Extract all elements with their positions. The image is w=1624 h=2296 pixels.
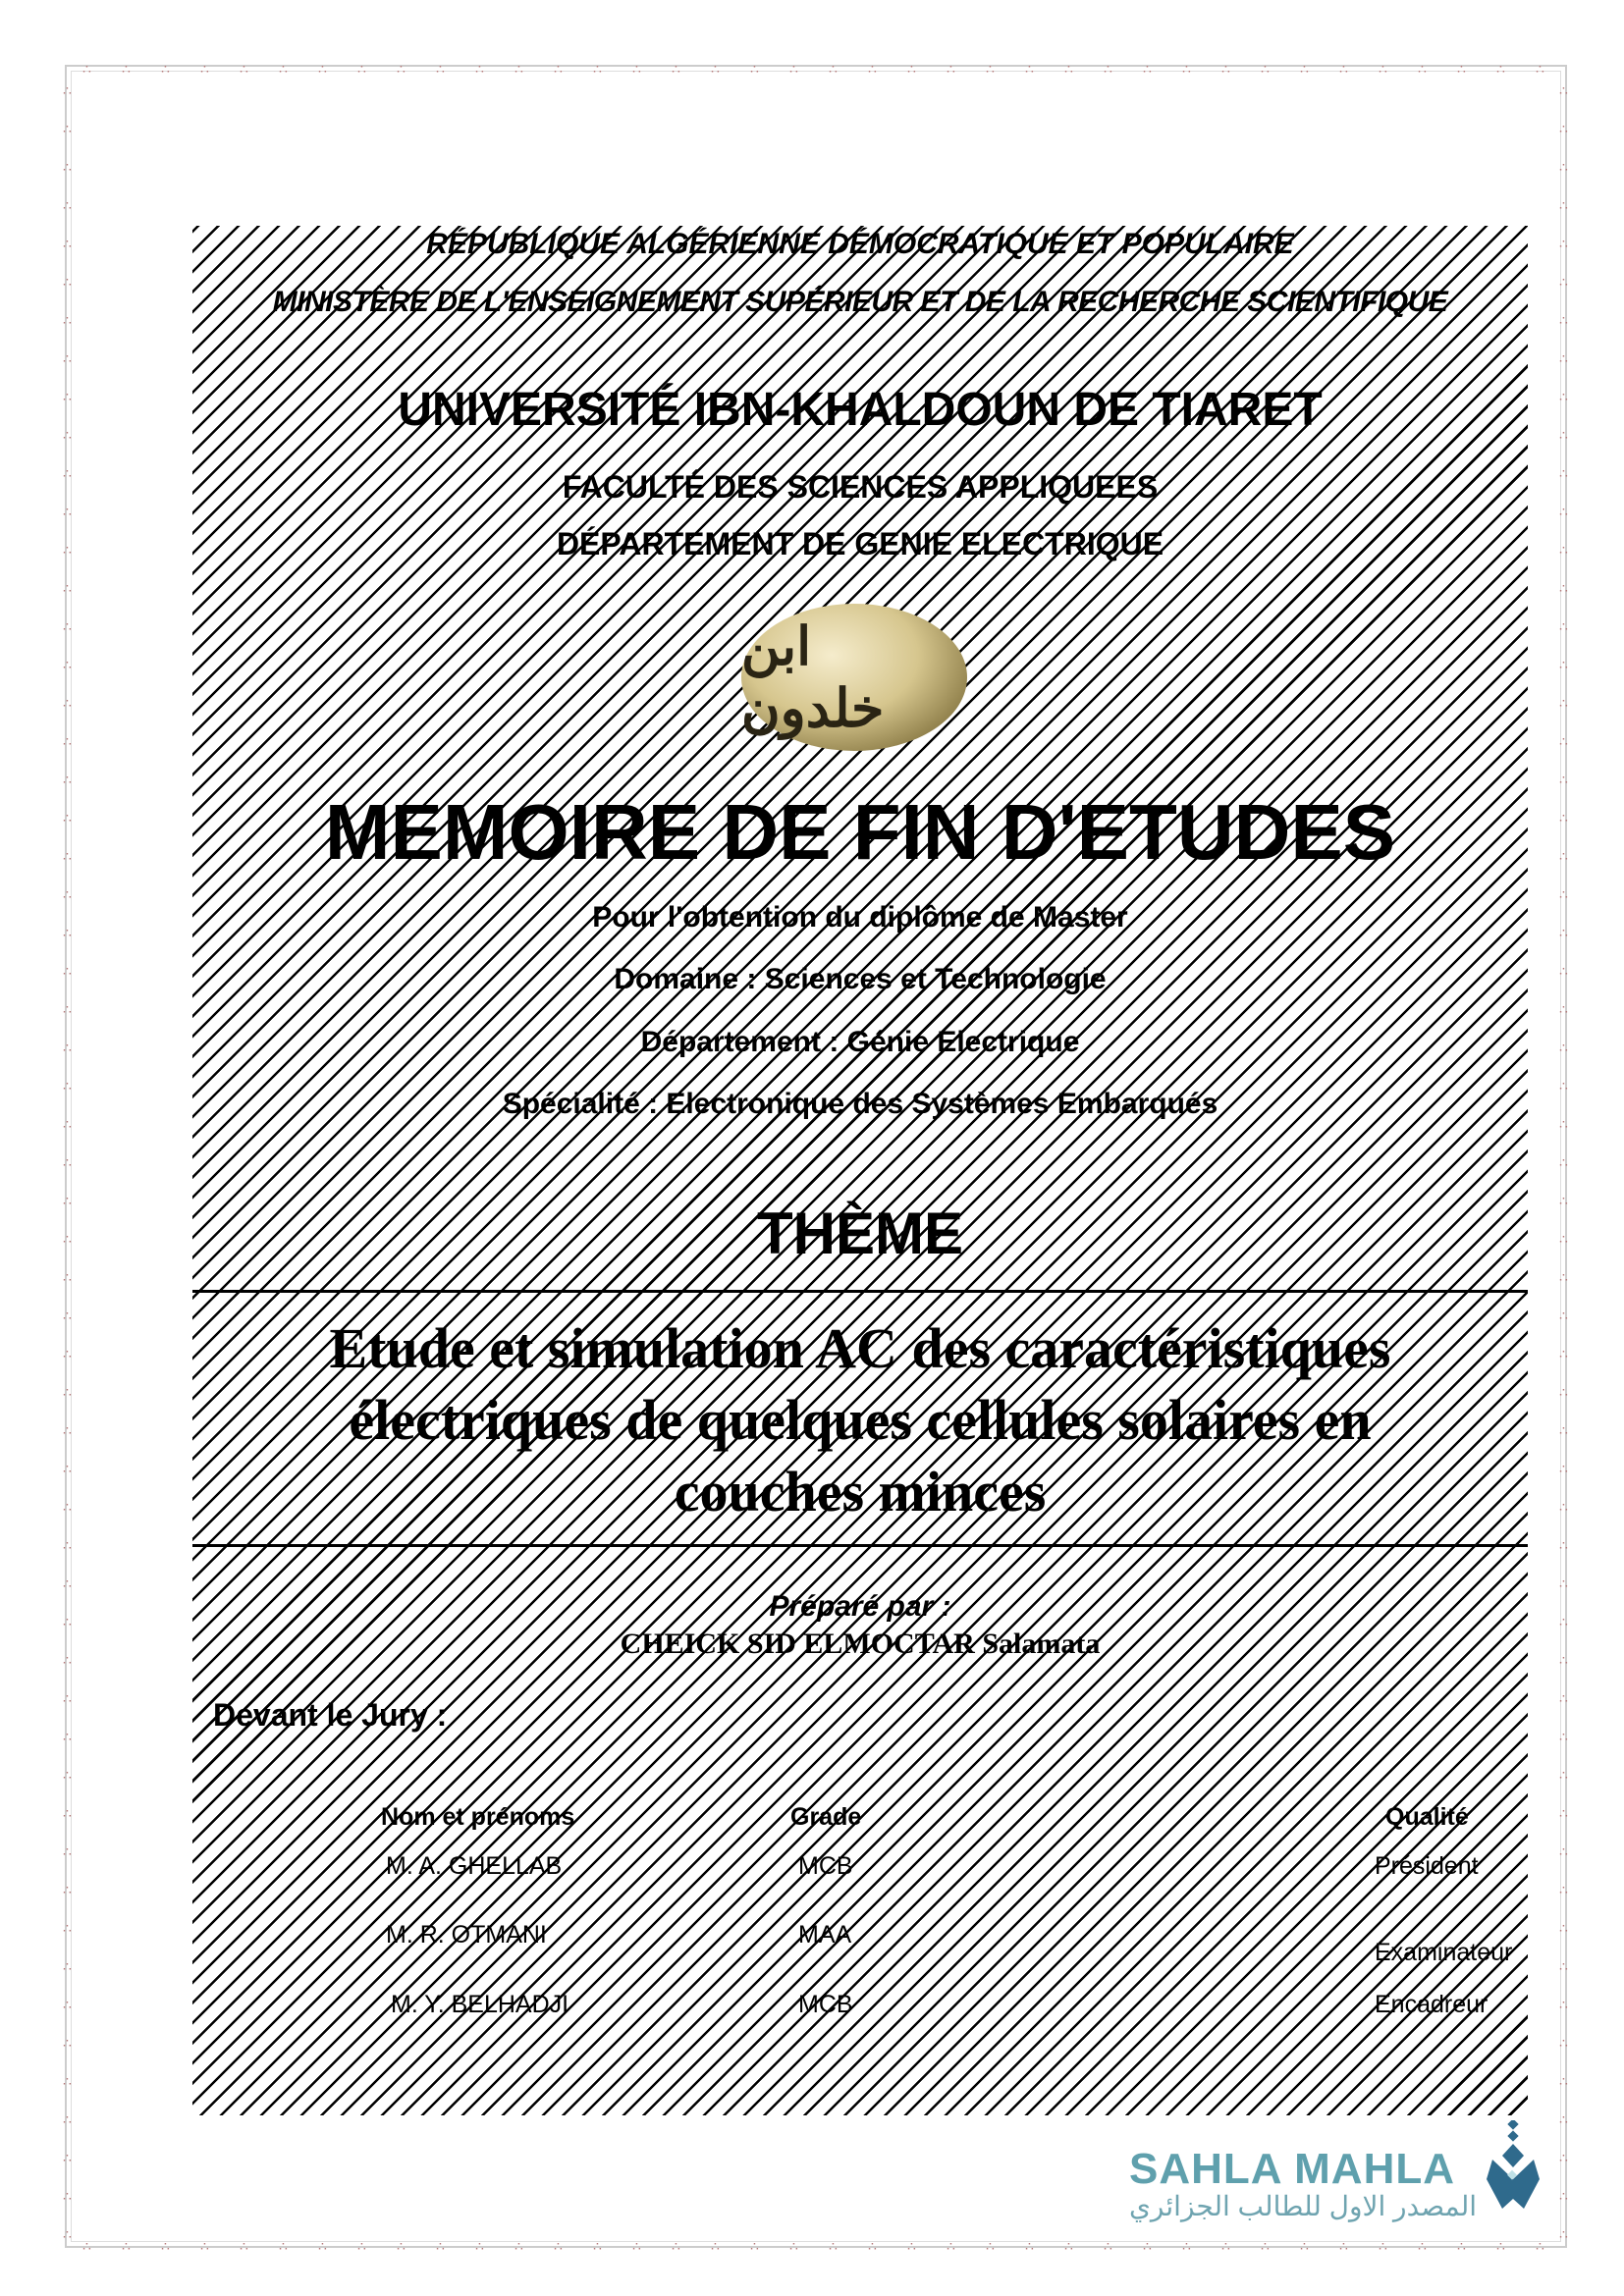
ornament: ∴ bbox=[357, 2238, 366, 2254]
ornament: ∴ bbox=[1559, 772, 1568, 787]
ornament: ∴ bbox=[632, 2238, 641, 2254]
ornament: ∴ bbox=[397, 61, 406, 77]
ornament: ∴ bbox=[1559, 82, 1568, 98]
ornament: ∴ bbox=[63, 1997, 72, 2012]
ornament: ∴ bbox=[240, 2238, 248, 2254]
ornament: ∴ bbox=[1559, 236, 1568, 251]
ornament: ∴ bbox=[161, 2238, 170, 2254]
ornament: ∴ bbox=[1559, 1116, 1568, 1132]
ornament: ∴ bbox=[1559, 1461, 1568, 1476]
ornament: ∴ bbox=[63, 1154, 72, 1170]
ornament: ∴ bbox=[1457, 61, 1466, 77]
watermark-name: SAHLA MAHLA bbox=[1129, 2145, 1455, 2193]
ornament: ∴ bbox=[789, 61, 798, 77]
ornament: ∴ bbox=[1559, 810, 1568, 826]
jury-name: M. Y. BELHADJI bbox=[391, 1991, 569, 2018]
ornament: ∴ bbox=[63, 312, 72, 328]
ornament: ∴ bbox=[1300, 61, 1309, 77]
ornament: ∴ bbox=[1221, 2238, 1230, 2254]
ornament: ∴ bbox=[475, 2238, 484, 2254]
ornament: ∴ bbox=[1559, 1652, 1568, 1668]
ornament: ∴ bbox=[1559, 1193, 1568, 1208]
theme-label: THÈME bbox=[757, 1201, 963, 1266]
ornament: ∴ bbox=[279, 61, 288, 77]
ornament: ∴ bbox=[1457, 2238, 1466, 2254]
ornament: ∴ bbox=[475, 61, 484, 77]
ornament: ∴ bbox=[397, 2238, 406, 2254]
ornament: ∴ bbox=[1559, 1997, 1568, 2012]
ornament: ∴ bbox=[63, 274, 72, 290]
ornament: ∴ bbox=[1064, 61, 1073, 77]
ornament: ∴ bbox=[63, 465, 72, 481]
ornament: ∴ bbox=[63, 1575, 72, 1591]
author-name: CHEICK SID ELMOCTAR Salamata bbox=[620, 1628, 1101, 1660]
ornament: ∴ bbox=[1496, 61, 1505, 77]
ornament: ∴ bbox=[632, 61, 641, 77]
ornament: ∴ bbox=[1559, 1384, 1568, 1400]
ornament: ∴ bbox=[63, 1346, 72, 1362]
jury-name: M. A. GHELLAB bbox=[386, 1852, 563, 1880]
ornament: ∴ bbox=[63, 350, 72, 366]
ornament: ∴ bbox=[1559, 1690, 1568, 1706]
ornament: ∴ bbox=[63, 542, 72, 558]
ornament: ∴ bbox=[1559, 1231, 1568, 1247]
ornament: ∴ bbox=[1143, 2238, 1152, 2254]
ornament: ∴ bbox=[1104, 2238, 1112, 2254]
ornament: ∴ bbox=[63, 159, 72, 175]
logo-calligraphy: ابن خلدون bbox=[741, 617, 885, 738]
ornament: ∴ bbox=[1025, 2238, 1034, 2254]
ornament: ∴ bbox=[63, 197, 72, 213]
ornament: ∴ bbox=[63, 848, 72, 864]
ornament: ∴ bbox=[63, 1537, 72, 1553]
ornament: ∴ bbox=[1559, 1154, 1568, 1170]
ornament: ∴ bbox=[947, 61, 955, 77]
ornament: ∴ bbox=[1559, 1920, 1568, 1936]
jury-label: Devant le Jury : bbox=[213, 1697, 448, 1733]
ornament: ∴ bbox=[82, 61, 91, 77]
ornament: ∴ bbox=[1559, 2226, 1568, 2242]
ornament: ∴ bbox=[63, 1767, 72, 1783]
ornament: ∴ bbox=[63, 1958, 72, 1974]
ornament: ∴ bbox=[1559, 848, 1568, 864]
ornament: ∴ bbox=[1339, 2238, 1348, 2254]
ornament: ∴ bbox=[986, 61, 995, 77]
ornament: ∴ bbox=[240, 61, 248, 77]
ornament: ∴ bbox=[1559, 1346, 1568, 1362]
ornament: ∴ bbox=[1536, 61, 1544, 77]
ornament: ∴ bbox=[711, 61, 720, 77]
ornament: ∴ bbox=[63, 886, 72, 902]
ornament: ∴ bbox=[63, 2073, 72, 2089]
ornament: ∴ bbox=[829, 2238, 838, 2254]
ornament: ∴ bbox=[63, 1078, 72, 1094]
ornament: ∴ bbox=[200, 2238, 209, 2254]
theme-line-2: électriques de quelques cellules solaires en bbox=[349, 1388, 1372, 1452]
ornament: ∴ bbox=[63, 427, 72, 443]
ornament: ∴ bbox=[63, 1231, 72, 1247]
sahla-mahla-watermark bbox=[1129, 2145, 1477, 2222]
ornament: ∴ bbox=[1559, 159, 1568, 175]
ornament: ∴ bbox=[1559, 695, 1568, 711]
ornament: ∴ bbox=[63, 1614, 72, 1629]
ornament: ∴ bbox=[63, 2111, 72, 2127]
ornament: ∴ bbox=[1559, 542, 1568, 558]
ornament: ∴ bbox=[1559, 350, 1568, 366]
ornament: ∴ bbox=[63, 772, 72, 787]
ornament: ∴ bbox=[63, 2150, 72, 2165]
ornament: ∴ bbox=[1064, 2238, 1073, 2254]
ornament: ∴ bbox=[1559, 925, 1568, 940]
ornament: ∴ bbox=[1559, 657, 1568, 672]
ornament: ∴ bbox=[63, 2035, 72, 2051]
ornament: ∴ bbox=[200, 61, 209, 77]
ornament: ∴ bbox=[63, 1920, 72, 1936]
ornament: ∴ bbox=[868, 2238, 877, 2254]
ornament: ∴ bbox=[554, 2238, 563, 2254]
ministry-heading: MINISTÈRE DE L'ENSEIGNEMENT SUPÉRIEUR ET DE LA RECHERCHE SCIENTIFIQUE bbox=[272, 286, 1448, 318]
ornament: ∴ bbox=[63, 657, 72, 672]
ornament: ∴ bbox=[1559, 465, 1568, 481]
ornament: ∴ bbox=[1559, 1001, 1568, 1017]
ornament: ∴ bbox=[63, 236, 72, 251]
jury-role: Président bbox=[1375, 1852, 1479, 1880]
ornament: ∴ bbox=[63, 618, 72, 634]
ornament: ∴ bbox=[1559, 963, 1568, 979]
theme-rule-bottom bbox=[192, 1544, 1528, 1547]
ornament: ∴ bbox=[1559, 1537, 1568, 1553]
ornament: ∴ bbox=[279, 2238, 288, 2254]
ornament: ∴ bbox=[63, 1384, 72, 1400]
ornament: ∴ bbox=[514, 2238, 523, 2254]
ornament: ∴ bbox=[63, 1652, 72, 1668]
ornament: ∴ bbox=[63, 1001, 72, 1017]
ornament: ∴ bbox=[1379, 61, 1387, 77]
header-grade: Grade bbox=[790, 1803, 862, 1831]
ornament: ∴ bbox=[63, 1499, 72, 1515]
ornament: ∴ bbox=[1559, 1499, 1568, 1515]
ornament: ∴ bbox=[1559, 618, 1568, 634]
ornament: ∴ bbox=[63, 2226, 72, 2242]
theme-line-1: Etude et simulation AC des caractéristiques bbox=[329, 1316, 1391, 1380]
ornament: ∴ bbox=[1559, 1767, 1568, 1783]
jury-role: Encadreur bbox=[1375, 1991, 1489, 2018]
ornament: ∴ bbox=[1559, 504, 1568, 519]
ornament: ∴ bbox=[63, 1269, 72, 1285]
ornament: ∴ bbox=[1559, 580, 1568, 596]
ornament: ∴ bbox=[63, 1805, 72, 1821]
ornament: ∴ bbox=[63, 389, 72, 404]
ornament: ∴ bbox=[63, 810, 72, 826]
ornament: ∴ bbox=[63, 82, 72, 98]
ornament: ∴ bbox=[318, 2238, 327, 2254]
header-name: Nom et prénoms bbox=[381, 1803, 575, 1831]
ornament: ∴ bbox=[907, 61, 916, 77]
prepared-by-label: Préparé par : bbox=[769, 1590, 951, 1623]
ornament: ∴ bbox=[63, 1690, 72, 1706]
ornament: ∴ bbox=[1559, 2188, 1568, 2204]
ornament: ∴ bbox=[1559, 197, 1568, 213]
ornament: ∴ bbox=[161, 61, 170, 77]
ornament: ∴ bbox=[1559, 1729, 1568, 1744]
ornament: ∴ bbox=[1559, 1805, 1568, 1821]
ornament: ∴ bbox=[122, 61, 131, 77]
department-line: Département : Génie Electrique bbox=[640, 1026, 1080, 1058]
ornament: ∴ bbox=[1559, 1575, 1568, 1591]
ornament: ∴ bbox=[986, 2238, 995, 2254]
ornament: ∴ bbox=[672, 2238, 680, 2254]
ornament: ∴ bbox=[514, 61, 523, 77]
ornament: ∴ bbox=[63, 733, 72, 749]
ornament: ∴ bbox=[1559, 274, 1568, 290]
jury-grade: MCB bbox=[798, 1991, 853, 2018]
theme-rule-top bbox=[192, 1290, 1528, 1293]
ornament: ∴ bbox=[554, 61, 563, 77]
ornament: ∴ bbox=[436, 2238, 445, 2254]
ornament: ∴ bbox=[63, 2188, 72, 2204]
jury-grade: MCB bbox=[798, 1852, 853, 1880]
ornament: ∴ bbox=[1559, 389, 1568, 404]
ornament: ∴ bbox=[63, 963, 72, 979]
ornament: ∴ bbox=[1418, 61, 1427, 77]
ornament: ∴ bbox=[1300, 2238, 1309, 2254]
faculty-name: FACULTÉ DES SCIENCES APPLIQUEES bbox=[562, 469, 1159, 505]
ornament: ∴ bbox=[63, 504, 72, 519]
sahla-mahla-logo-icon bbox=[1485, 2120, 1543, 2218]
ornament: ∴ bbox=[122, 2238, 131, 2254]
hatched-background bbox=[192, 226, 1528, 2115]
ornament: ∴ bbox=[672, 61, 680, 77]
ornament: ∴ bbox=[1182, 61, 1191, 77]
ornament: ∴ bbox=[1104, 61, 1112, 77]
university-logo bbox=[741, 604, 967, 751]
ornament: ∴ bbox=[63, 695, 72, 711]
ornament: ∴ bbox=[593, 61, 602, 77]
ornament: ∴ bbox=[82, 2238, 91, 2254]
ornament: ∴ bbox=[1559, 1040, 1568, 1055]
jury-name: M. R. OTMANI bbox=[386, 1921, 547, 1949]
ornament: ∴ bbox=[947, 2238, 955, 2254]
ornament: ∴ bbox=[1559, 1882, 1568, 1897]
ornament: ∴ bbox=[868, 61, 877, 77]
ornament: ∴ bbox=[1261, 61, 1270, 77]
header-role: Qualité bbox=[1385, 1803, 1469, 1831]
ornament: ∴ bbox=[907, 2238, 916, 2254]
ornament: ∴ bbox=[1559, 1269, 1568, 1285]
ornament: ∴ bbox=[1496, 2238, 1505, 2254]
ornament: ∴ bbox=[711, 2238, 720, 2254]
ornament: ∴ bbox=[1559, 1422, 1568, 1438]
ornament: ∴ bbox=[63, 580, 72, 596]
ornament: ∴ bbox=[63, 925, 72, 940]
ornament: ∴ bbox=[63, 1843, 72, 1859]
ornament: ∴ bbox=[63, 1040, 72, 1055]
document-title: MEMOIRE DE FIN D'ETUDES bbox=[324, 788, 1396, 876]
ornament: ∴ bbox=[1536, 2238, 1544, 2254]
ornament: ∴ bbox=[1339, 61, 1348, 77]
ornament: ∴ bbox=[1559, 2150, 1568, 2165]
ornament: ∴ bbox=[789, 2238, 798, 2254]
ornament: ∴ bbox=[1559, 886, 1568, 902]
ornament: ∴ bbox=[1559, 121, 1568, 136]
ornament: ∴ bbox=[1559, 1078, 1568, 1094]
ornament: ∴ bbox=[1559, 1308, 1568, 1323]
ornament: ∴ bbox=[1559, 312, 1568, 328]
ornament: ∴ bbox=[63, 1729, 72, 1744]
ornament: ∴ bbox=[750, 2238, 759, 2254]
republic-heading: RÉPUBLIQUE ALGÉRIENNE DÉMOCRATIQUE ET POPULAIRE bbox=[426, 228, 1294, 260]
ornament: ∴ bbox=[1559, 2035, 1568, 2051]
jury-role: Examinateur bbox=[1375, 1939, 1513, 1966]
diploma-line: Pour l'obtention du diplôme de Master bbox=[592, 901, 1128, 934]
ornament: ∴ bbox=[1182, 2238, 1191, 2254]
ornament: ∴ bbox=[63, 1882, 72, 1897]
specialty-line: Spécialité : Electronique des Systèmes Embarqués bbox=[502, 1088, 1218, 1120]
ornament: ∴ bbox=[1559, 1958, 1568, 1974]
ornament: ∴ bbox=[1559, 427, 1568, 443]
ornament: ∴ bbox=[436, 61, 445, 77]
ornament: ∴ bbox=[1559, 2073, 1568, 2089]
ornament: ∴ bbox=[63, 121, 72, 136]
ornament: ∴ bbox=[750, 61, 759, 77]
ornament: ∴ bbox=[593, 2238, 602, 2254]
department-name: DÉPARTEMENT DE GENIE ELECTRIQUE bbox=[556, 526, 1164, 561]
ornament: ∴ bbox=[63, 1422, 72, 1438]
ornament: ∴ bbox=[1379, 2238, 1387, 2254]
ornament: ∴ bbox=[1221, 61, 1230, 77]
ornament: ∴ bbox=[318, 61, 327, 77]
ornament: ∴ bbox=[63, 1308, 72, 1323]
ornament: ∴ bbox=[63, 1116, 72, 1132]
ornament: ∴ bbox=[1559, 1843, 1568, 1859]
ornament: ∴ bbox=[1418, 2238, 1427, 2254]
watermark-tagline: المصدر الاول للطالب الجزائري bbox=[1129, 2191, 1478, 2221]
ornament: ∴ bbox=[1559, 2111, 1568, 2127]
ornament: ∴ bbox=[1559, 1614, 1568, 1629]
university-name: UNIVERSITÉ IBN-KHALDOUN DE TIARET bbox=[398, 384, 1323, 436]
theme-line-3: couches minces bbox=[674, 1460, 1047, 1523]
domain-line: Domaine : Sciences et Technologie bbox=[614, 963, 1107, 995]
ornament: ∴ bbox=[1559, 733, 1568, 749]
ornament: ∴ bbox=[63, 1193, 72, 1208]
ornament: ∴ bbox=[1025, 61, 1034, 77]
ornament: ∴ bbox=[1261, 2238, 1270, 2254]
ornament: ∴ bbox=[1143, 61, 1152, 77]
ornament: ∴ bbox=[829, 61, 838, 77]
ornament: ∴ bbox=[63, 1461, 72, 1476]
jury-grade: MAA bbox=[798, 1921, 852, 1949]
ornament: ∴ bbox=[357, 61, 366, 77]
